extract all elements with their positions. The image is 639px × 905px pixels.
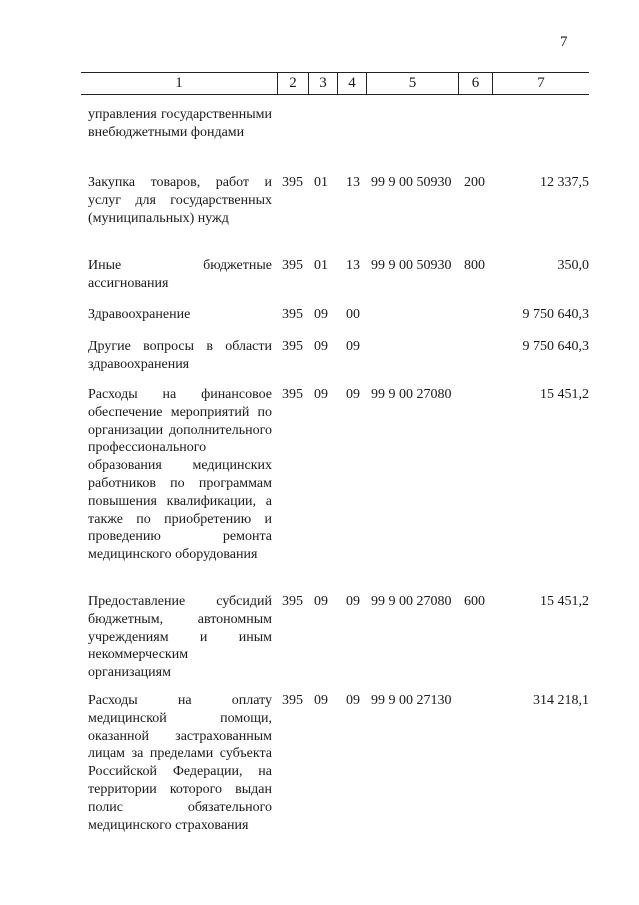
header-col-6: 6 <box>458 73 492 94</box>
row-col-3: 01 <box>314 175 328 190</box>
row-col-2: 395 <box>282 307 303 322</box>
row-col-7: 15 451,2 <box>540 594 589 609</box>
row-col-6: 200 <box>464 175 485 190</box>
row-col-6: 600 <box>464 594 485 609</box>
row-col-7: 9 750 640,3 <box>522 307 589 322</box>
row-col-5: 99 9 00 27080 <box>371 387 452 402</box>
row-name: Предоставление субсидий бюджетным, автономным учреждениям и иным некоммерческим организациям <box>88 594 272 681</box>
row-col-4: 00 <box>346 307 360 322</box>
row-name: Расходы на оплату медицинской помощи, оказанной застрахованным лицам за пределами субъекта Российской Федерации, на территории которого выдан полис обязательного медицинского страхования <box>88 693 272 833</box>
row-col-2: 395 <box>282 258 303 273</box>
row-col-4: 09 <box>346 693 360 708</box>
row-col-7: 15 451,2 <box>540 387 589 402</box>
row-col-4: 13 <box>346 258 360 273</box>
row-col-7: 9 750 640,3 <box>522 339 589 354</box>
row-col-2: 395 <box>282 175 303 190</box>
row-name: Расходы на финансовое обеспечение мероприятий по организации дополнительного профессионального образования медицинских работников по программам повышения квалификации, а также по приобретению и проведению ремонта медицинского оборудования <box>88 387 272 563</box>
row-col-2: 395 <box>282 693 303 708</box>
row-col-5: 99 9 00 27080 <box>371 594 452 609</box>
row-col-5: 99 9 00 50930 <box>371 175 452 190</box>
table-header <box>81 72 589 95</box>
row-col-3: 09 <box>314 693 328 708</box>
row-col-2: 395 <box>282 387 303 402</box>
row-col-2: 395 <box>282 339 303 354</box>
header-col-1: 1 <box>175 75 183 91</box>
row-col-3: 09 <box>314 594 328 609</box>
row-col-3: 09 <box>314 307 328 322</box>
row-col-5: 99 9 00 50930 <box>371 258 452 273</box>
header-col-2: 2 <box>277 73 308 94</box>
row-col-7: 314 218,1 <box>533 693 589 708</box>
row-col-4: 09 <box>346 387 360 402</box>
row-name: Закупка товаров, работ и услуг для государственных (муниципальных) нужд <box>88 175 272 226</box>
row-col-4: 13 <box>346 175 360 190</box>
row-name: Иные бюджетные ассигнования <box>88 258 272 291</box>
header-col-3: 3 <box>308 73 337 94</box>
row-col-3: 01 <box>314 258 328 273</box>
header-col-5: 5 <box>366 73 458 94</box>
row-col-5: 99 9 00 27130 <box>371 693 452 708</box>
row-col-3: 09 <box>314 387 328 402</box>
row-col-4: 09 <box>346 594 360 609</box>
header-col-4: 4 <box>337 73 366 94</box>
row-col-6: 800 <box>464 258 485 273</box>
row-name: Здравоохранение <box>88 307 191 322</box>
header-col-7: 7 <box>492 73 589 94</box>
row-col-4: 09 <box>346 339 360 354</box>
row-col-7: 12 337,5 <box>540 175 589 190</box>
row-col-7: 350,0 <box>557 258 589 273</box>
row-col-2: 395 <box>282 594 303 609</box>
row-name: Другие вопросы в области здравоохранения <box>88 339 272 372</box>
row-name: управления государственными внебюджетными фондами <box>88 107 272 140</box>
page-number: 7 <box>560 34 568 50</box>
row-col-3: 09 <box>314 339 328 354</box>
